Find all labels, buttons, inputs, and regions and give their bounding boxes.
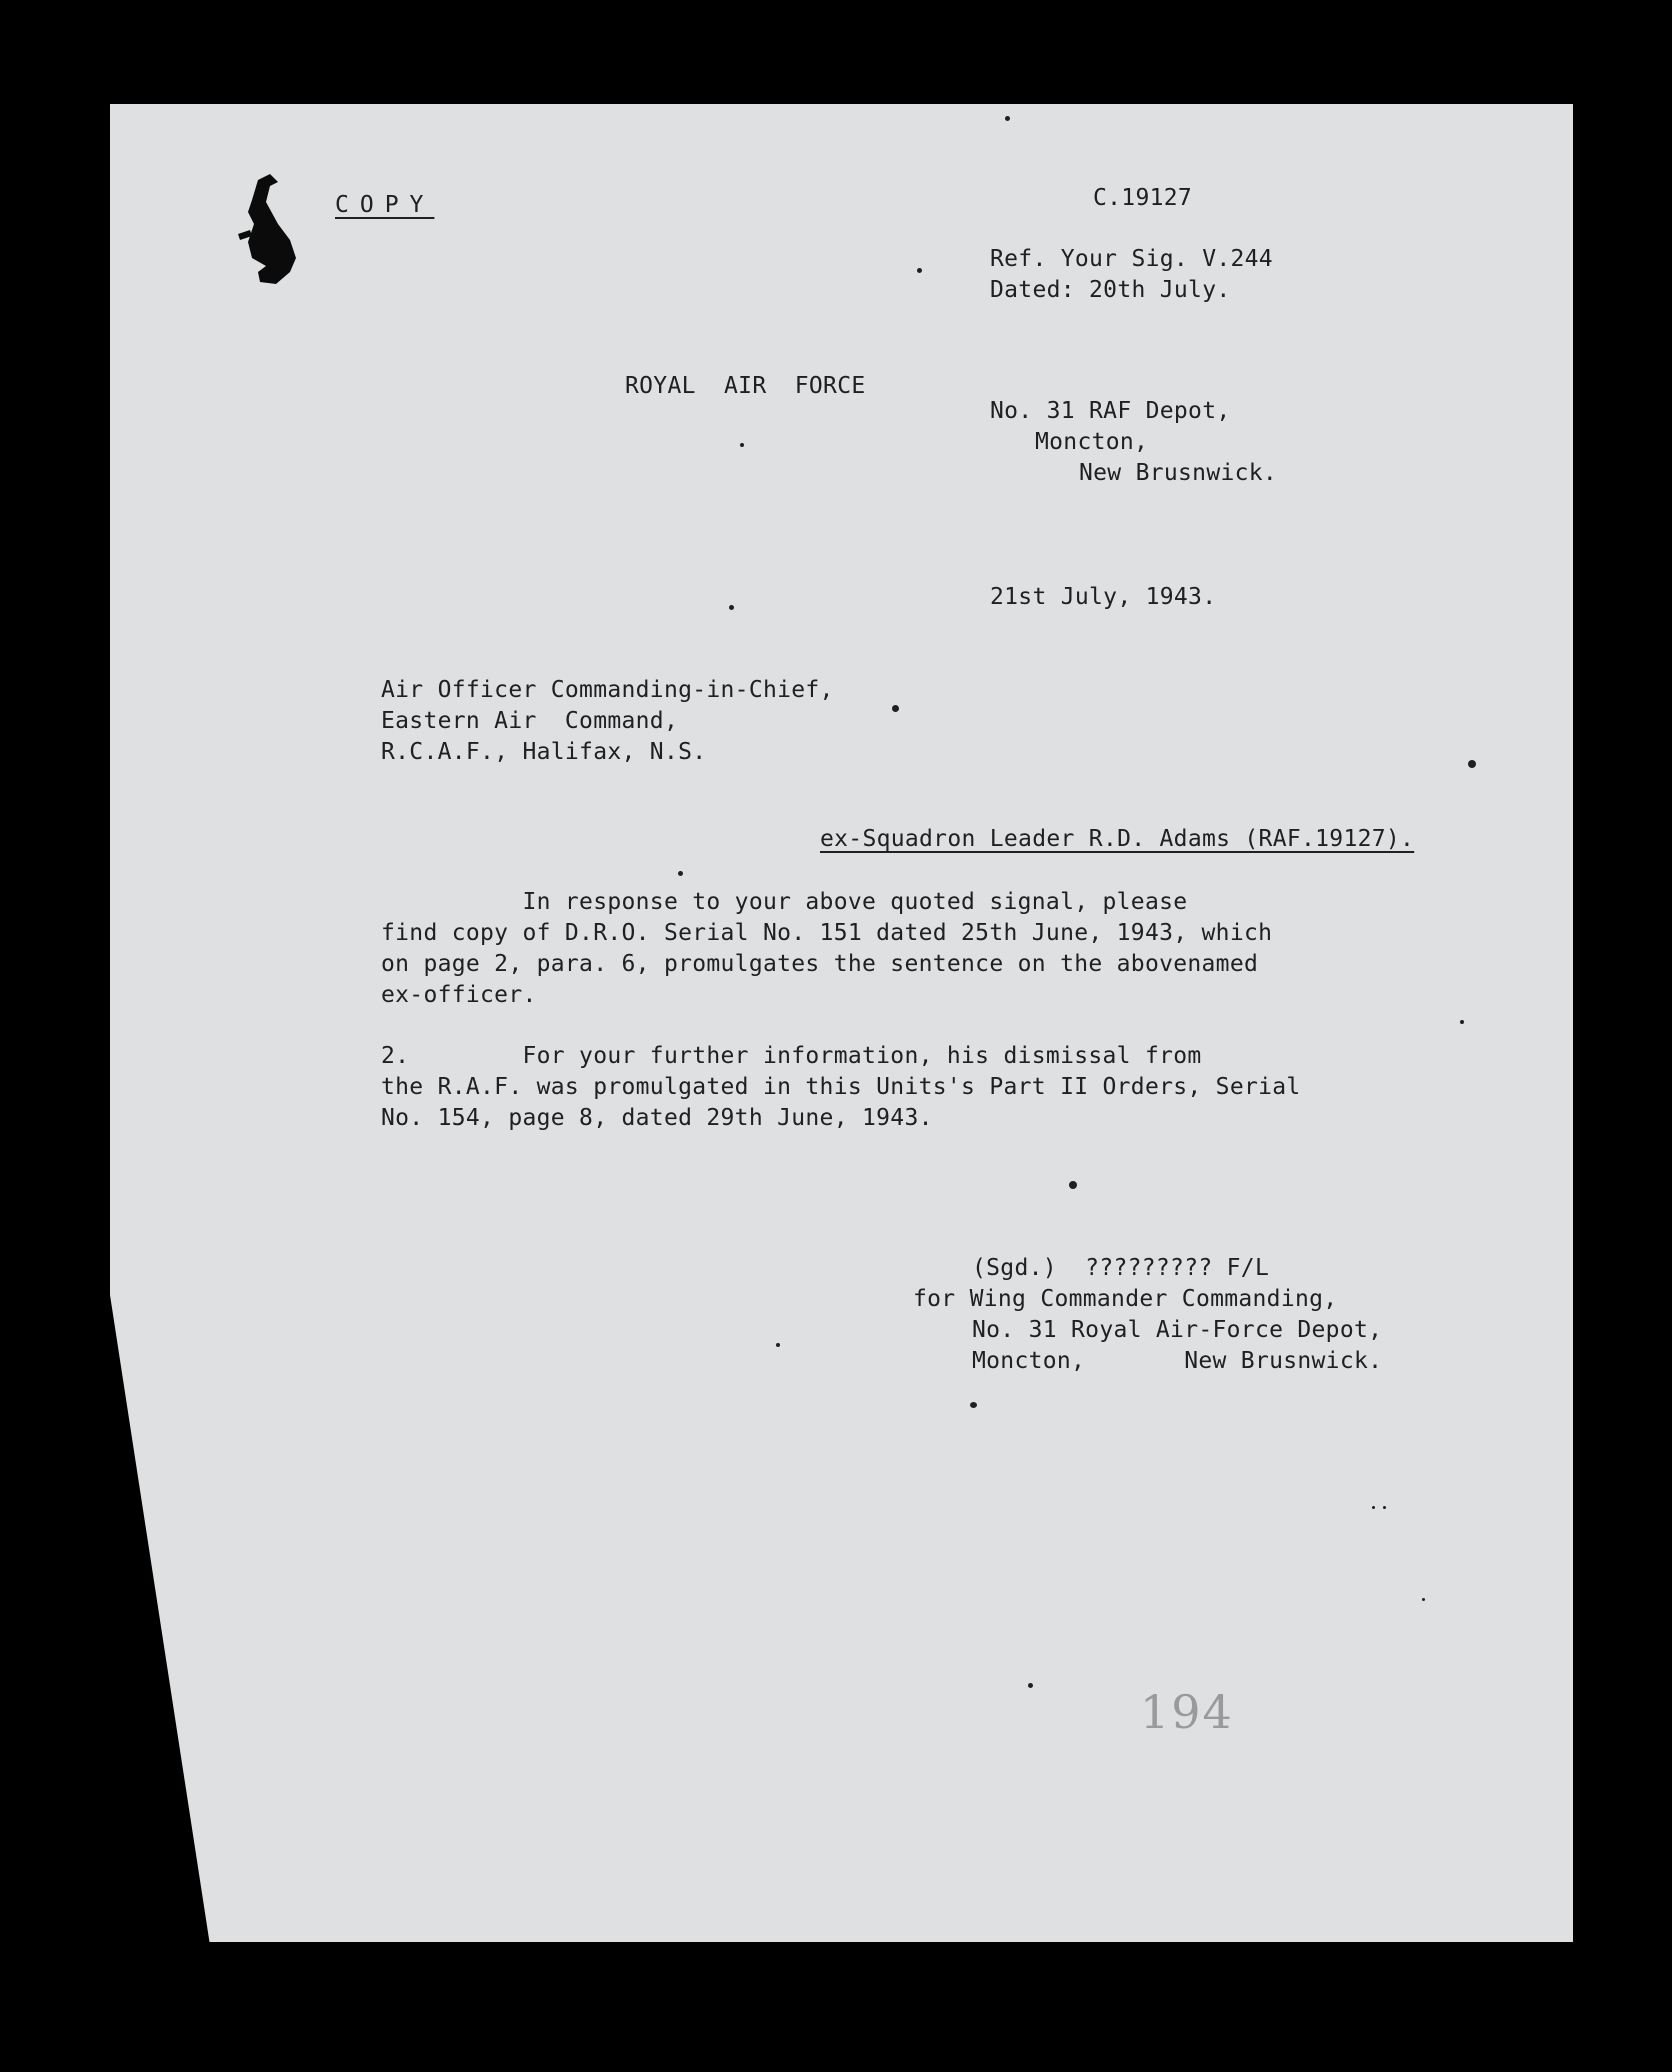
signature-line-4: Moncton, New Brusnwick. xyxy=(972,1348,1383,1374)
scan-speck xyxy=(1468,760,1476,768)
organization-heading: ROYAL AIR FORCE xyxy=(625,373,866,399)
copy-stamp: COPY xyxy=(335,192,435,218)
scan-speck xyxy=(1372,1506,1375,1509)
scan-speck xyxy=(776,1343,780,1347)
sender-address-line-2: Moncton, xyxy=(1035,429,1149,455)
signal-date: Dated: 20th July. xyxy=(990,277,1231,303)
signature-line-3: No. 31 Royal Air-Force Depot, xyxy=(972,1317,1383,1343)
scan-speck xyxy=(917,268,922,273)
letter-date: 21st July, 1943. xyxy=(990,584,1217,610)
sender-address-line-1: No. 31 RAF Depot, xyxy=(990,398,1231,424)
signature-line-2: for Wing Commander Commanding, xyxy=(913,1286,1338,1312)
subject-line: ex-Squadron Leader R.D. Adams (RAF.19127). xyxy=(820,826,1415,852)
body-paragraph-2-line-2: the R.A.F. was promulgated in this Units's Part II Orders, Serial xyxy=(381,1074,1301,1100)
scan-speck xyxy=(1069,1181,1077,1189)
page-number: 194 xyxy=(1140,1685,1234,1739)
body-paragraph-1-line-1: In response to your above quoted signal, please xyxy=(381,889,1188,915)
body-paragraph-1-line-2: find copy of D.R.O. Serial No. 151 dated 25th June, 1943, which xyxy=(381,920,1273,946)
scan-speck xyxy=(892,705,899,712)
body-paragraph-1-line-4: ex-officer. xyxy=(381,982,537,1008)
scan-speck xyxy=(1422,1598,1425,1601)
scan-speck xyxy=(970,1402,977,1408)
scan-speck xyxy=(1383,1506,1386,1509)
recipient-line-1: Air Officer Commanding-in-Chief, xyxy=(381,677,834,703)
body-paragraph-1-line-3: on page 2, para. 6, promulgates the sentence on the abovenamed xyxy=(381,951,1259,977)
punch-hole-blot xyxy=(230,172,320,292)
scan-speck xyxy=(1005,116,1010,121)
scan-speck xyxy=(1460,1020,1464,1024)
signal-reference: Ref. Your Sig. V.244 xyxy=(990,246,1273,272)
signature-line-1: (Sgd.) ????????? F/L xyxy=(972,1255,1270,1281)
scan-speck xyxy=(729,605,734,610)
body-paragraph-2-line-3: No. 154, page 8, dated 29th June, 1943. xyxy=(381,1105,933,1131)
scan-speck xyxy=(678,871,683,876)
file-reference-number: C.19127 xyxy=(1093,185,1193,211)
recipient-line-2: Eastern Air Command, xyxy=(381,708,679,734)
scan-speck xyxy=(1028,1683,1033,1688)
scan-speck xyxy=(740,443,744,447)
recipient-line-3: R.C.A.F., Halifax, N.S. xyxy=(381,739,707,765)
sender-address-line-3: New Brusnwick. xyxy=(1079,460,1278,486)
body-paragraph-2-line-1: 2. For your further information, his dismissal from xyxy=(381,1043,1202,1069)
